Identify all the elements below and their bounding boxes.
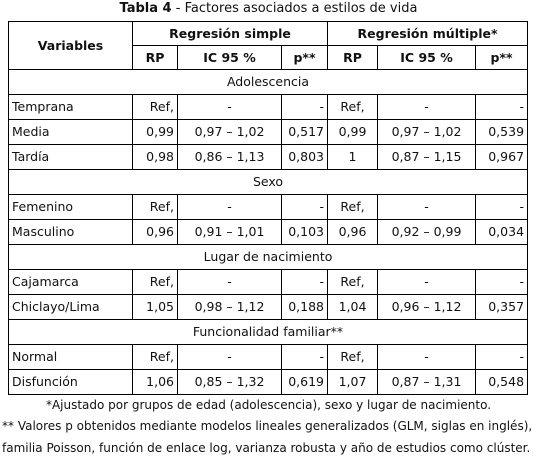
rp-simple-cell: 1,05 <box>133 295 178 320</box>
row-variable: Normal <box>9 345 133 370</box>
ic-multiple-cell: 0,87 – 1,31 <box>378 370 476 395</box>
rp-multiple-cell: Ref, <box>328 95 378 120</box>
header-simple-regression: Regresión simple <box>133 22 328 46</box>
rp-simple-cell: Ref, <box>133 345 178 370</box>
p-simple-cell: - <box>282 270 328 295</box>
row-variable: Temprana <box>9 95 133 120</box>
ic-multiple-cell: 0,97 – 1,02 <box>378 120 476 145</box>
ic-multiple-cell: 0,92 – 0,99 <box>378 220 476 245</box>
ic-simple-cell: - <box>178 270 282 295</box>
ic-multiple-cell: - <box>378 345 476 370</box>
rp-multiple-cell: 1,07 <box>328 370 378 395</box>
rp-multiple-cell: Ref, <box>328 345 378 370</box>
ic-simple-cell: 0,91 – 1,01 <box>178 220 282 245</box>
ic-simple-cell: 0,85 – 1,32 <box>178 370 282 395</box>
footnote-model: familia Poisson, función de enlace log, varianza robusta y año de estudios como clúster. <box>2 441 531 455</box>
header-p-multiple: p** <box>476 46 528 70</box>
table-row <box>9 345 528 370</box>
header-multiple-regression: Regresión múltiple* <box>328 22 528 46</box>
header-row-groups <box>9 22 528 46</box>
header-rp-simple: RP <box>133 46 178 70</box>
rp-simple-cell: Ref, <box>133 270 178 295</box>
rp-simple-cell: 0,98 <box>133 145 178 170</box>
rp-multiple-cell: 0,96 <box>328 220 378 245</box>
ic-simple-cell: 0,86 – 1,13 <box>178 145 282 170</box>
rp-multiple-cell: 1,04 <box>328 295 378 320</box>
table-row <box>9 145 528 170</box>
p-simple-cell: 0,517 <box>282 120 328 145</box>
rp-simple-cell: Ref, <box>133 195 178 220</box>
footnote-adjusted: *Ajustado por grupos de edad (adolescencia), sexo y lugar de nacimiento. <box>45 398 492 412</box>
row-variable: Tardía <box>9 145 133 170</box>
rp-simple-cell: Ref, <box>133 95 178 120</box>
footnote-pvalues: ** Valores p obtenidos mediante modelos lineales generalizados (GLM, siglas en inglés), <box>2 419 533 433</box>
row-variable: Media <box>9 120 133 145</box>
row-variable: Cajamarca <box>9 270 133 295</box>
caption-label: Tabla 4 <box>119 1 172 16</box>
ic-multiple-cell: 0,96 – 1,12 <box>378 295 476 320</box>
section-row <box>9 245 528 270</box>
p-multiple-cell: - <box>476 95 528 120</box>
section-title: Adolescencia <box>9 70 528 95</box>
results-table <box>8 21 528 395</box>
ic-simple-cell: 0,97 – 1,02 <box>178 120 282 145</box>
p-simple-cell: 0,803 <box>282 145 328 170</box>
section-title: Lugar de nacimiento <box>9 245 528 270</box>
table-row <box>9 270 528 295</box>
ic-simple-cell: - <box>178 195 282 220</box>
ic-simple-cell: 0,98 – 1,12 <box>178 295 282 320</box>
section-row <box>9 170 528 195</box>
p-multiple-cell: 0,539 <box>476 120 528 145</box>
rp-simple-cell: 1,06 <box>133 370 178 395</box>
row-variable: Chiclayo/Lima <box>9 295 133 320</box>
header-rp-multiple: RP <box>328 46 378 70</box>
rp-simple-cell: 0,99 <box>133 120 178 145</box>
ic-multiple-cell: - <box>378 270 476 295</box>
section-title: Funcionalidad familiar** <box>9 320 528 345</box>
rp-multiple-cell: 1 <box>328 145 378 170</box>
p-multiple-cell: 0,967 <box>476 145 528 170</box>
row-variable: Masculino <box>9 220 133 245</box>
p-simple-cell: 0,188 <box>282 295 328 320</box>
header-ic-simple: IC 95 % <box>178 46 282 70</box>
table-row <box>9 220 528 245</box>
ic-simple-cell: - <box>178 95 282 120</box>
table-caption <box>0 1 537 16</box>
table-row <box>9 370 528 395</box>
rp-multiple-cell: Ref, <box>328 195 378 220</box>
header-ic-multiple: IC 95 % <box>378 46 476 70</box>
p-simple-cell: 0,619 <box>282 370 328 395</box>
p-simple-cell: 0,103 <box>282 220 328 245</box>
p-simple-cell: - <box>282 345 328 370</box>
table-row <box>9 120 528 145</box>
p-simple-cell: - <box>282 95 328 120</box>
row-variable: Disfunción <box>9 370 133 395</box>
p-multiple-cell: - <box>476 270 528 295</box>
rp-simple-cell: 0,96 <box>133 220 178 245</box>
rp-multiple-cell: Ref, <box>328 270 378 295</box>
p-multiple-cell: - <box>476 345 528 370</box>
table-row <box>9 95 528 120</box>
section-row <box>9 320 528 345</box>
p-simple-cell: - <box>282 195 328 220</box>
header-variables: Variables <box>9 22 133 70</box>
header-p-simple: p** <box>282 46 328 70</box>
p-multiple-cell: 0,548 <box>476 370 528 395</box>
ic-multiple-cell: 0,87 – 1,15 <box>378 145 476 170</box>
table-row <box>9 295 528 320</box>
caption-title: - Factores asociados a estilos de vida <box>171 1 418 16</box>
p-multiple-cell: 0,357 <box>476 295 528 320</box>
row-variable: Femenino <box>9 195 133 220</box>
rp-multiple-cell: 0,99 <box>328 120 378 145</box>
p-multiple-cell: 0,034 <box>476 220 528 245</box>
section-title: Sexo <box>9 170 528 195</box>
ic-simple-cell: - <box>178 345 282 370</box>
table-row <box>9 195 528 220</box>
ic-multiple-cell: - <box>378 95 476 120</box>
p-multiple-cell: - <box>476 195 528 220</box>
section-row <box>9 70 528 95</box>
ic-multiple-cell: - <box>378 195 476 220</box>
